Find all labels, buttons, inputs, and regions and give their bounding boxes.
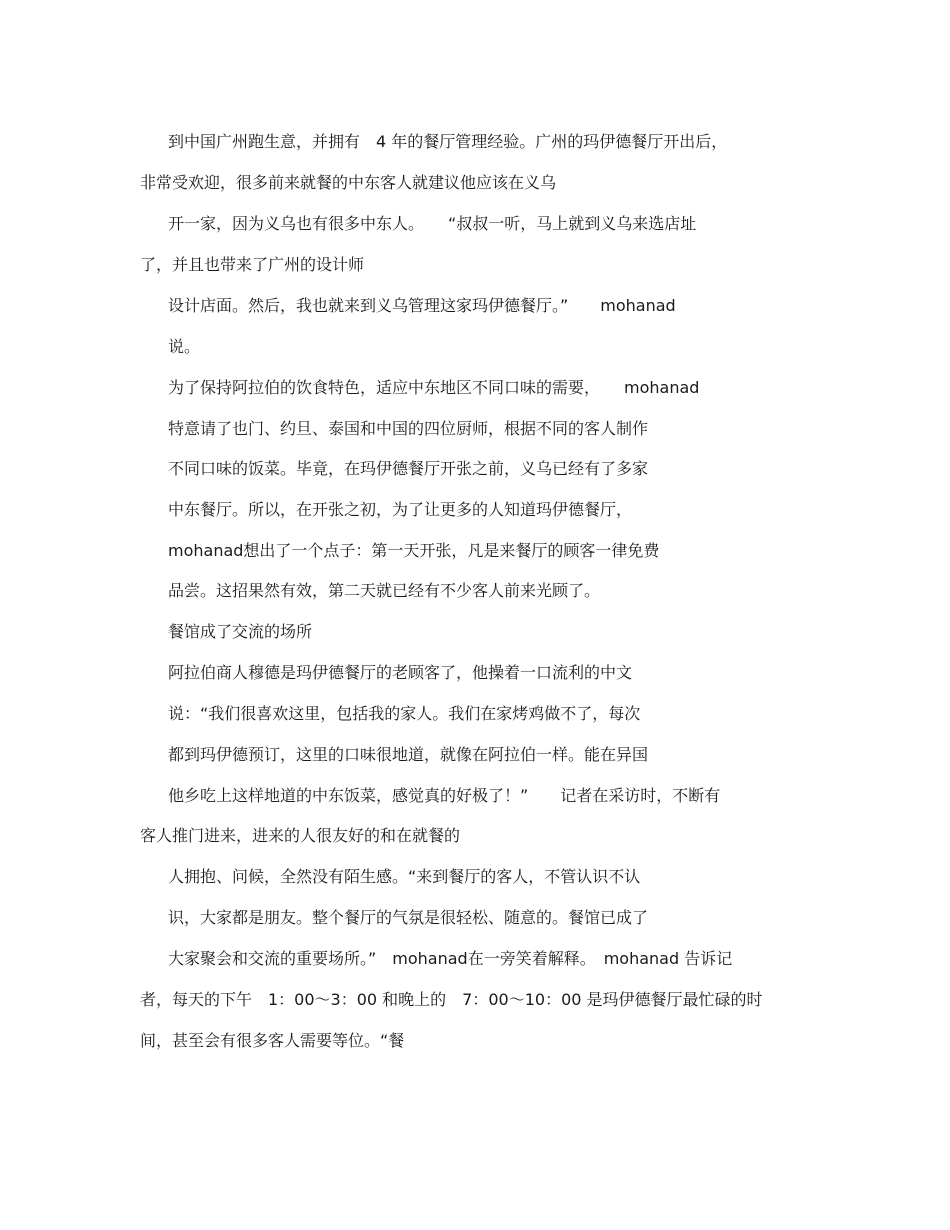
text-line-19: 人拥抱、问候，全然没有陌生感。“来到餐厅的客人，不管认识不认 <box>168 867 641 886</box>
text-line-5: 设计店面。然后，我也就来到义乌管理这家玛伊德餐厅。” mohanad <box>168 296 676 315</box>
text-line-21: 大家聚会和交流的重要场所。” mohanad在一旁笑着解释。 mohanad 告诉记 <box>168 949 733 968</box>
section-heading: 餐馆成了交流的场所 <box>168 622 313 641</box>
text-line-9: 不同口味的饭菜。毕竟，在玛伊德餐厅开张之前，义乌已经有了多家 <box>168 459 649 478</box>
text-line-4: 了，并且也带来了广州的设计师 <box>140 255 365 274</box>
text-line-14: 阿拉伯商人穆德是玛伊德餐厅的老顾客了，他操着一口流利的中文 <box>168 663 633 682</box>
text-line-2: 非常受欢迎，很多前来就餐的中东客人就建议他应该在义乌 <box>140 173 557 192</box>
text-line-17: 他乡吃上这样地道的中东饭菜，感觉真的好极了！” 记者在采访时，不断有 <box>168 786 721 805</box>
text-line-10: 中东餐厅。所以，在开张之初，为了让更多的人知道玛伊德餐厅， <box>168 500 633 519</box>
text-line-23: 间，甚至会有很多客人需要等位。“餐 <box>140 1031 405 1050</box>
text-line-7: 为了保持阿拉伯的饮食特色，适应中东地区不同口味的需要， mohanad <box>168 378 700 397</box>
text-line-20: 识，大家都是朋友。整个餐厅的气氛是很轻松、随意的。餐馆已成了 <box>168 908 649 927</box>
text-line-12: 品尝。这招果然有效，第二天就已经有不少客人前来光顾了。 <box>168 581 601 600</box>
text-line-22: 者，每天的下午 1：00～3：00 和晚上的 7：00～10：00 是玛伊德餐厅最忙碌的时 <box>140 990 763 1009</box>
text-line-3: 开一家，因为义乌也有很多中东人。 “叔叔一听，马上就到义乌来选店址 <box>168 214 697 233</box>
text-line-16: 都到玛伊德预订，这里的口味很地道，就像在阿拉伯一样。能在异国 <box>168 745 649 764</box>
text-line-6: 说。 <box>168 337 201 356</box>
text-line-1: 到中国广州跑生意，并拥有 4 年的餐厅管理经验。广州的玛伊德餐厅开出后， <box>168 132 728 151</box>
text-line-18: 客人推门进来，进来的人很友好的和在就餐的 <box>140 826 461 845</box>
text-line-8: 特意请了也门、约旦、泰国和中国的四位厨师，根据不同的客人制作 <box>168 419 649 438</box>
text-line-15: 说：“我们很喜欢这里，包括我的家人。我们在家烤鸡做不了，每次 <box>168 704 641 723</box>
text-line-11: mohanad想出了一个点子：第一天开张，凡是来餐厅的顾客一律免费 <box>168 541 660 560</box>
